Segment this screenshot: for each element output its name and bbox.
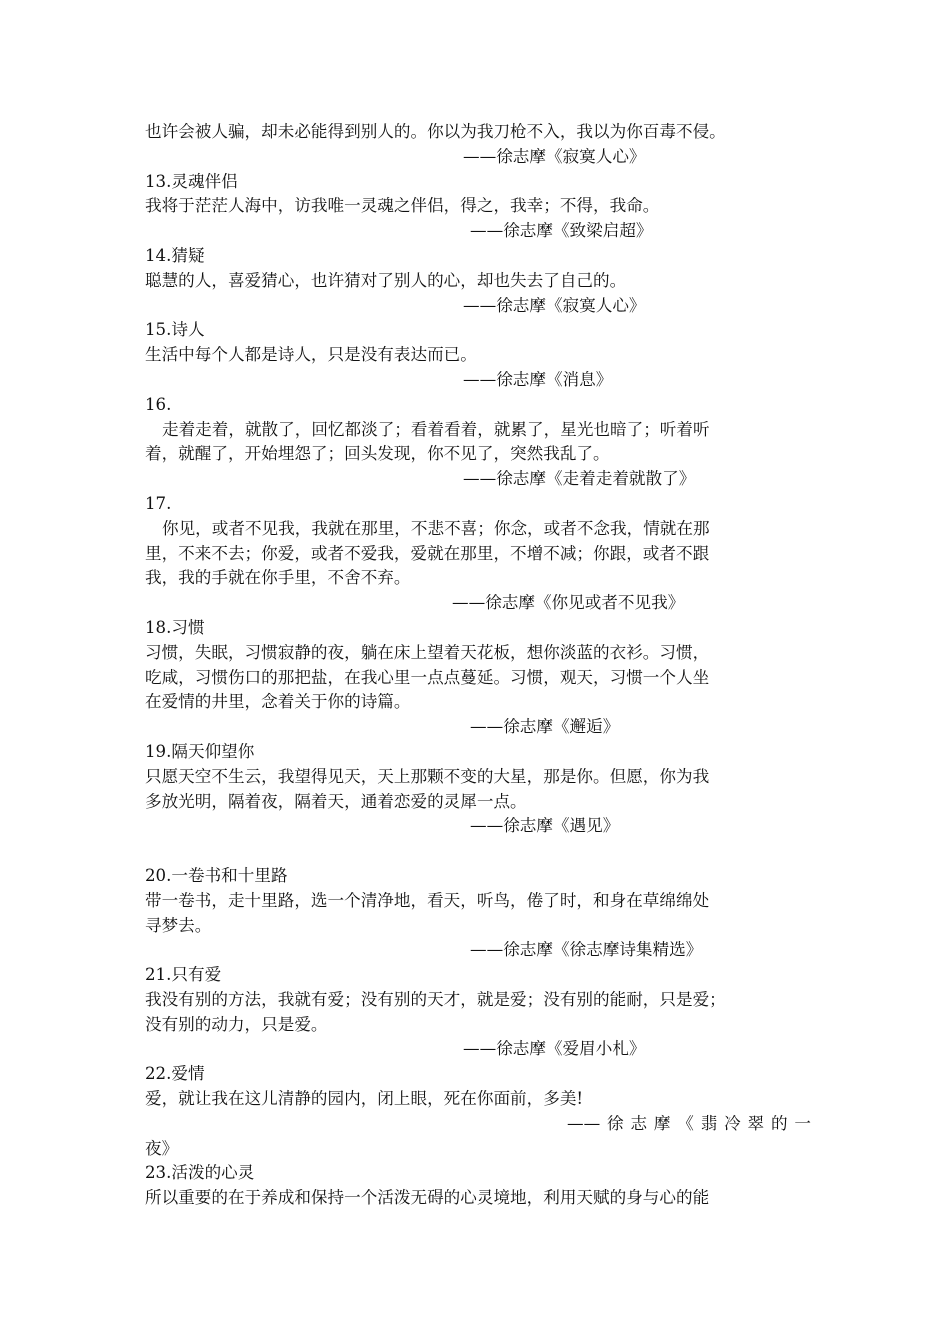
text-line: 21.只有爱 xyxy=(145,965,222,985)
text-line: 14.猜疑 xyxy=(145,245,205,265)
blank-line xyxy=(145,839,811,864)
attribution-line: ——徐志摩《消息》 xyxy=(463,369,613,389)
attribution-line: ——徐志摩《爱眉小札》 xyxy=(463,1039,646,1059)
text-line: 20.一卷书和十里路 xyxy=(145,865,288,885)
text-line: 所以重要的在于养成和保持一个活泼无碍的心灵境地，利用天赋的身与心的能 xyxy=(145,1188,710,1208)
text-line: 我没有别的方法，我就有爱；没有别的天才，就是爱；没有别的能耐，只是爱； xyxy=(145,989,726,1009)
text-line: 只愿天空不生云，我望得见天，天上那颗不变的大星，那是你。但愿，你为我 xyxy=(145,766,710,786)
text-line: 13.灵魂伴侣 xyxy=(145,171,238,191)
text-line: 18.习惯 xyxy=(145,617,205,637)
text-line: 习惯，失眠，习惯寂静的夜，躺在床上望着天花板，想你淡蓝的衣衫。习惯， xyxy=(145,642,710,662)
attribution-line: ——徐志摩《遇见》 xyxy=(470,816,620,836)
text-line: 16. xyxy=(145,394,172,414)
text-line: 也许会被人骗，却未必能得到别人的。你以为我刀枪不入，我以为你百毒不侵。 xyxy=(145,122,726,141)
text-line: 爱，就让我在这儿清静的园内，闭上眼，死在你面前，多美! xyxy=(145,1089,584,1109)
attribution-line: ——徐志摩《寂寞人心》 xyxy=(463,295,646,315)
attribution-line: ——徐志摩《你见或者不见我》 xyxy=(452,593,685,613)
text-line: 聪慧的人，喜爱猜心，也许猜对了别人的心，却也失去了自己的。 xyxy=(145,270,627,290)
text-line: 多放光明，隔着夜，隔着天，通着恋爱的灵犀一点。 xyxy=(145,791,527,811)
text-line: 没有别的动力，只是爱。 xyxy=(145,1014,328,1034)
text-line: 23.活泼的心灵 xyxy=(145,1163,255,1183)
text-line: 寻梦去。 xyxy=(145,915,212,935)
attribution-line: ——徐志摩《翡冷翠的一 xyxy=(567,1113,811,1133)
text-line: 着，就醒了，开始埋怨了；回头发现，你不见了，突然我乱了。 xyxy=(145,444,610,464)
text-line: 吃咸，习惯伤口的那把盐，在我心里一点点蔓延。习惯，观天，习惯一个人坐 xyxy=(145,667,710,687)
attribution-line: ——徐志摩《邂逅》 xyxy=(470,717,620,737)
document-page xyxy=(145,120,811,1211)
text-line: 我将于茫茫人海中，访我唯一灵魂之伴侣，得之，我幸；不得，我命。 xyxy=(145,196,660,216)
text-line: 带一卷书，走十里路，选一个清净地，看天，听鸟，倦了时，和身在草绵绵处 xyxy=(145,890,710,910)
text-line: 里，不来不去；你爱，或者不爱我，爱就在那里，不增不减；你跟，或者不跟 xyxy=(145,543,710,563)
text-line: 生活中每个人都是诗人，只是没有表达而已。 xyxy=(145,345,477,365)
text-line: 22.爱情 xyxy=(145,1064,205,1084)
text-line: 17. xyxy=(145,493,172,513)
text-line: 走着走着，就散了，回忆都淡了；看着看着，就累了，星光也暗了；听着听 xyxy=(162,419,710,439)
attribution-line: ——徐志摩《致梁启超》 xyxy=(470,221,653,241)
attribution-line: ——徐志摩《走着走着就散了》 xyxy=(463,469,696,489)
text-line: 你见，或者不见我，我就在那里，不悲不喜；你念，或者不念我，情就在那 xyxy=(162,518,710,538)
attribution-line: ——徐志摩《寂寞人心》 xyxy=(463,146,646,166)
text-line: 15.诗人 xyxy=(145,320,205,340)
text-line: 夜》 xyxy=(145,1138,179,1158)
text-line: 我，我的手就在你手里，不舍不弃。 xyxy=(145,568,411,588)
text-line: 在爱情的井里，念着关于你的诗篇。 xyxy=(145,692,411,712)
attribution-line: ——徐志摩《徐志摩诗集精选》 xyxy=(470,940,703,960)
text-line: 19.隔天仰望你 xyxy=(145,741,255,761)
